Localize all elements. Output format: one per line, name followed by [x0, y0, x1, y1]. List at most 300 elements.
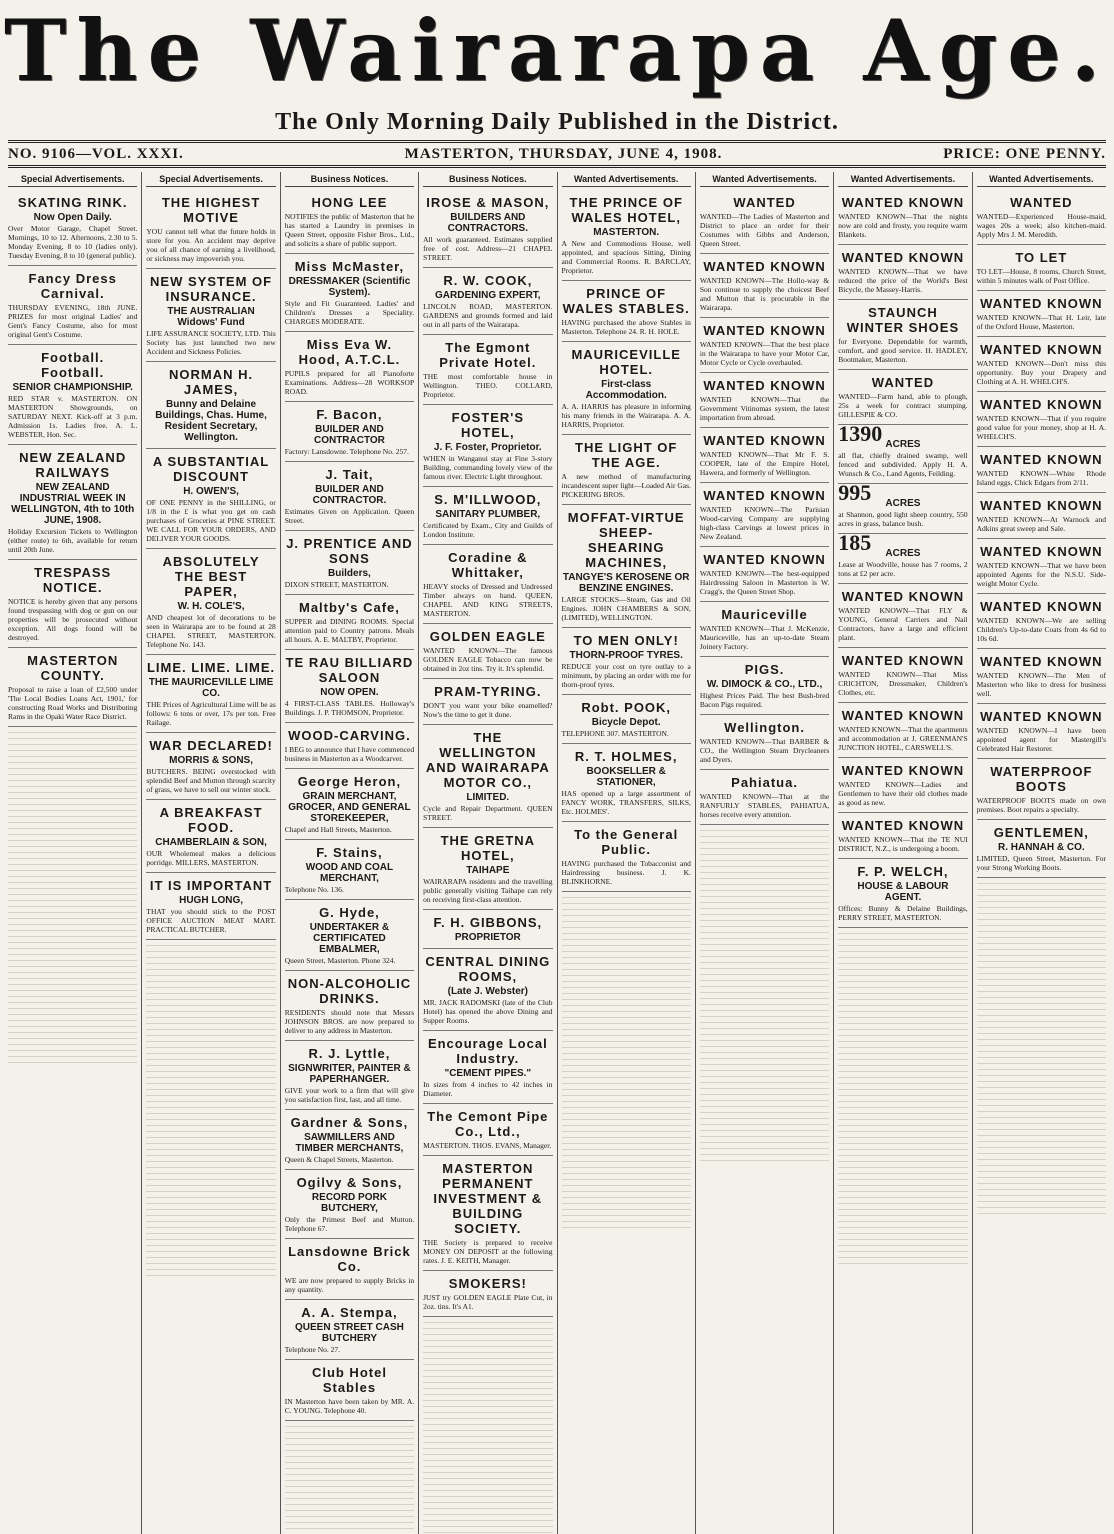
column-text-filler [8, 727, 137, 1067]
advertisement [562, 744, 691, 822]
ad-body: WANTED KNOWN—That J. McKenzie, Mauriceville, has an up-to-date Steam Joinery Factory. [699, 624, 830, 651]
column-heading: Special Advertisements. [146, 172, 275, 187]
advertisement [838, 370, 967, 425]
ad-title: Maltby's Cafe, [298, 600, 400, 615]
column-heading: Wanted Advertisements. [838, 172, 967, 187]
ad-title: LIME. LIME. LIME. [146, 660, 276, 675]
advertisement [8, 648, 137, 727]
ad-title: PRAM-TYRING. [434, 684, 542, 699]
column-text-filler [838, 928, 967, 1268]
ad-body: MASTERTON. THOS. EVANS, Manager. [423, 1141, 552, 1150]
ad-title: WANTED KNOWN [980, 452, 1103, 467]
ad-body: WANTED KNOWN—The best-equipped Hairdressing Saloon in Masterton is W. Cragg's, the Queen Street Shop. [699, 569, 830, 596]
ad-title: IT IS IMPORTANT [149, 878, 273, 893]
advertisement [285, 402, 414, 462]
ad-subtitle: WOOD AND COAL MERCHANT, [305, 862, 394, 884]
ad-title: PIGS. [744, 662, 785, 677]
ad-subtitle: RECORD PORK BUTCHERY, [311, 1192, 387, 1214]
ad-subtitle: THORN-PROOF TYRES. [569, 650, 683, 661]
ad-body: Holiday Excursion Tickets to Wellington (either route) to 6th, available for return until 20th June. [8, 527, 138, 554]
ad-body: at Shannon, good light sheep country, 550 acres in grass, balance bush. [838, 510, 968, 528]
column-text-filler [423, 1317, 552, 1534]
ad-body: Certificated by Exam., City and Guilds of London Institute. [423, 521, 553, 539]
advertisement [285, 650, 414, 723]
advertisement [285, 462, 414, 531]
column-text-filler [285, 1421, 414, 1534]
advertisement [423, 910, 552, 949]
ad-title: WANTED KNOWN [980, 654, 1103, 669]
advertisement [146, 800, 275, 873]
advertisement [977, 759, 1106, 820]
ad-title: G. Hyde, [319, 905, 380, 920]
advertisement [423, 725, 552, 828]
ad-body: WANTED KNOWN—That FLY & YOUNG, General Carriers and Nail Contractors, have a large and efficient plant. [838, 606, 968, 642]
ad-title: THE GRETNA HOTEL, [440, 833, 536, 863]
advertisement [562, 190, 691, 281]
ad-body: WANTED KNOWN—That the apartments and accommodation at J. GREENMAN'S JUNCTION HOTEL, CARSWELL'S. [838, 725, 968, 752]
ad-body: YOU cannot tell what the future holds in store for you. An accident may deprive you of all chance of earning a livelihood, or sickness may impoverish you. [146, 227, 276, 263]
ad-subtitle: HOUSE & LABOUR AGENT. [857, 881, 949, 903]
ad-title: A BREAKFAST FOOD. [159, 805, 263, 835]
ad-title: TO MEN ONLY! [573, 633, 679, 648]
ad-subtitle: NOW OPEN. [320, 687, 379, 698]
ad-body: WANTED—The Ladies of Masterton and District to place an order for their Costumes with Gibbs and Anderson, Queen Street. [699, 212, 830, 248]
ad-body: WANTED KNOWN—White Rhode Island eggs, Chick Edgars from 2/11. [976, 469, 1106, 487]
advertisement [700, 483, 829, 547]
advertisement [977, 447, 1106, 493]
ad-subtitle: MORRIS & SONS, [169, 755, 254, 766]
ad-title: WANTED KNOWN [980, 544, 1103, 559]
ad-body: THE Prices of Agricultural Lime will be as follows: 6 tons or over, 17s per ton. Free Railage. [146, 700, 276, 727]
advertisement [838, 530, 968, 584]
advertisement [285, 1110, 414, 1170]
ad-title: F. Bacon, [316, 407, 383, 422]
ad-title: WANTED KNOWN [980, 599, 1103, 614]
advertisement [8, 266, 137, 345]
tagline: The Only Morning Daily Published in the District. [275, 109, 839, 135]
ad-subtitle: BUILDER AND CONTRACTOR. [312, 484, 387, 506]
ad-subtitle: LIMITED. [466, 792, 510, 803]
ad-body: LINCOLN ROAD, MASTERTON. GARDENS and grounds formed and laid out in all parts of the Wairarapa. [423, 302, 553, 329]
ad-body: WANTED KNOWN—The Men of Masterton who like to dress for business well. [976, 671, 1106, 698]
ad-title: The Cemont Pipe Co., Ltd., [427, 1109, 549, 1139]
ad-subtitle: SENIOR CHAMPIONSHIP. [12, 382, 133, 393]
advertisement [285, 971, 414, 1041]
ad-body: WANTED KNOWN—That Miss CRICHTON, Dressmaker, Children's Clothes, etc. [838, 670, 968, 697]
ad-title: 995 [838, 480, 872, 505]
masthead [0, 0, 1114, 104]
ad-body: OF ONE PENNY in the SHILLING, or 1/8 in the £ is what you get on cash purchases of Groceries at PINE STREET. WE CALL FOR YOUR ORDERS, AND DELIVER YOUR GOODS. [146, 498, 276, 543]
ad-title: NON-ALCOHOLIC DRINKS. [287, 976, 412, 1006]
advertisement [423, 405, 552, 487]
ad-body: HAVING purchased the above Stables in Masterton. Telephone 24. R. H. HOLE. [561, 318, 691, 336]
advertisement [423, 268, 552, 335]
ad-subtitle: HUGH LONG, [179, 895, 243, 906]
ad-body: WANTED KNOWN—That BARBER & CO., the Wellington Steam Drycleaners and Dyers. [699, 737, 830, 764]
ad-title: HONG LEE [311, 195, 388, 210]
ad-body: for Everyone. Dependable for warmth, comfort, and good service. H. HADLEY, Bootmaker, Masterton. [838, 337, 968, 364]
advertisement [977, 245, 1106, 291]
advertisement [700, 547, 829, 602]
advertisement [838, 421, 968, 484]
advertisement [146, 190, 275, 269]
ad-title: NEW ZEALAND RAILWAYS [19, 450, 127, 480]
ad-title: PRINCE OF WALES STABLES. [562, 286, 690, 316]
ad-body: LIFE ASSURANCE SOCIETY, LTD. This Society has just launched two new Accident and Sickness Policies. [146, 329, 276, 356]
ad-body: THE most comfortable house in Wellington. THEO. COLLARD, Proprietor. [423, 372, 553, 399]
advertisement [562, 435, 691, 505]
ad-body: WANTED KNOWN—Don't miss this opportunity. Buy your Drapery and Clothing at A. H. WHELCH'S. [976, 359, 1106, 386]
ad-body: TO LET—House, 8 rooms, Church Street, within 5 minutes walk of Post Office. [976, 267, 1106, 285]
ad-subtitle: ACRES [885, 498, 921, 509]
ad-subtitle: MASTERTON. [593, 227, 660, 238]
ad-body: RESIDENTS should note that Messrs JOHNSON BROS. are now prepared to deliver to any address in Masterton. [284, 1008, 415, 1035]
ad-body: WANTED KNOWN—That we have been appointed Agents for the N.S.U. Side-weight Motor Cycle. [976, 561, 1106, 588]
ad-subtitle: First-class Accommodation. [585, 379, 667, 401]
column-text-filler [977, 878, 1106, 1218]
advertisement [562, 822, 691, 892]
ad-title: FOSTER'S HOTEL, [451, 410, 525, 440]
ad-body: AND cheapest lot of decorations to be seen in Wairarapa are to be found at 28 CHAPEL STREET, MASTERTON. Telephone No. 143. [146, 613, 276, 649]
ad-body: WANTED KNOWN—That we have reduced the price of the World's Best Bicycle, the Massey-Harris. [838, 267, 968, 294]
ad-title: Coradine & Whittaker, [448, 550, 528, 580]
advertisement [146, 449, 275, 549]
ad-title: Gardner & Sons, [290, 1115, 409, 1130]
ad-body: LIMITED, Queen Street, Masterton. For your Strong Working Boots. [976, 854, 1106, 872]
ad-subtitle: GRAIN MERCHANT, GROCER, AND GENERAL STOREKEEPER, [288, 791, 411, 824]
ad-title: Club Hotel Stables [311, 1365, 387, 1395]
ad-subtitle: BOOKSELLER & STATIONER, [586, 766, 666, 788]
ad-title: R. T. HOLMES, [574, 749, 678, 764]
ad-title: WATERPROOF BOOTS [990, 764, 1093, 794]
advertisement [423, 545, 552, 624]
ad-subtitle: THE AUSTRALIAN Widows' Fund [167, 306, 255, 328]
advertisement [8, 445, 137, 560]
ad-title: Fancy Dress Carnival. [28, 271, 117, 301]
ad-body: WANTED KNOWN—The Parisian Wood-carving Company are supplying high-class Carvings at lowest prices in New Zealand. [699, 505, 830, 541]
ad-title: WANTED [871, 375, 935, 390]
ad-title: WAR DECLARED! [149, 738, 273, 753]
ad-title: NEW SYSTEM OF INSURANCE. [150, 274, 273, 304]
ad-body: Only the Primest Beef and Mutton. Telephone 67. [284, 1215, 415, 1233]
advertisement [977, 539, 1106, 594]
ad-title: SKATING RINK. [17, 195, 128, 210]
advertisement [285, 1360, 414, 1421]
ad-subtitle: (Late J. Webster) [447, 986, 528, 997]
advertisement [285, 769, 414, 840]
column-heading: Special Advertisements. [8, 172, 137, 187]
ad-subtitle: QUEEN STREET CASH BUTCHERY [294, 1322, 404, 1344]
ad-body: RED STAR v. MASTERTON. ON MASTERTON Showgrounds, on SATURDAY NEXT. Kick-off at 3 p.m. Admission 1s. Ladies free. A. L. WEBSTER, Hon. Sec. [8, 394, 138, 439]
advertisement [838, 813, 967, 859]
ad-body: WANTED KNOWN—That the TE NUI DISTRICT, N.Z., is undergoing a boom. [838, 835, 968, 853]
ad-body: NOTICE is hereby given that any persons found trespassing with dog or gun on our properties will be prosecuted without exception. All dogs found will be destroyed. [8, 597, 138, 642]
ad-title: 185 [838, 530, 872, 555]
ad-title: J. PRENTICE AND SONS [286, 536, 413, 566]
ad-subtitle: CHAMBERLAIN & SON, [155, 837, 267, 848]
ad-title: WANTED KNOWN [703, 552, 826, 567]
advertisement [285, 190, 414, 254]
ad-body: WANTED—Farm hand, able to plough, 25s a week for contract stumping. GILLESPIE & CO. [838, 392, 968, 419]
advertisement [700, 190, 829, 254]
column-heading: Business Notices. [423, 172, 552, 187]
ad-body: PUPILS prepared for all Pianoforte Examinations. Address—28 WORKSOP ROAD. [284, 369, 415, 396]
ad-body: Style and Fit Guaranteed. Ladies' and Children's Dresses a Speciality. CHARGES MODERATE. [284, 299, 415, 326]
ad-title: WANTED KNOWN [841, 763, 965, 778]
ad-title: WANTED KNOWN [703, 378, 826, 393]
ad-title: Miss Eva W. Hood, A.T.C.L. [298, 337, 401, 367]
ad-body: Offices: Bunny & Delaine Buildings, PERRY STREET, MASTERTON. [838, 904, 968, 922]
column-text-filler [146, 940, 275, 1280]
ad-title: WANTED KNOWN [841, 195, 965, 210]
ad-body: IN Masterton have been taken by MR. A. C. YOUNG. Telephone 40. [284, 1397, 415, 1415]
ad-body: Telephone No. 27. [284, 1345, 341, 1354]
advertisement [700, 770, 829, 825]
advertisement [285, 595, 414, 650]
ad-subtitle: ACRES [885, 439, 921, 450]
advertisement [146, 655, 275, 733]
ad-body: A new method of manufacturing incandescent super light—Loaded Air Gas. PICKERING BROS. [561, 472, 691, 499]
advertisement [700, 254, 829, 318]
ad-body: THAT you should stick to the POST OFFICE AUCTION MEAT MART. PRACTICAL BUTCHER. [146, 907, 276, 934]
ad-title: R. J. Lyttle, [308, 1046, 391, 1061]
advertisement [423, 1031, 552, 1104]
ad-body: DON'T you want your bike enamelled? Now's the time to get it done. [423, 701, 553, 719]
ad-title: WANTED KNOWN [703, 488, 826, 503]
ad-body: Proposal to raise a loan of £2,500 under 'The Local Bodies Loans Act, 1901,' for constructing Road Works and Distributing Rams in the Opaki Water Race District. [8, 685, 138, 721]
ad-title: MAURICEVILLE HOTEL. [571, 347, 681, 377]
advertisement [285, 1239, 414, 1300]
ad-body: WANTED—Experienced House-maid, wages 20s a week; also kitchen-maid. Apply Mrs J. M. Meredith. [976, 212, 1106, 239]
column [696, 172, 834, 1534]
advertisement [977, 594, 1106, 649]
ad-body: HEAVY stocks of Dressed and Undressed Timber always on hand. QUEEN, CHAPEL AND KING STREETS, MASTERTON. [423, 582, 553, 618]
ad-title: F. H. GIBBONS, [433, 915, 543, 930]
ad-body: 4 FIRST-CLASS TABLES. Holloway's Buildings. J. P. THOMSON, Proprietor. [284, 699, 415, 717]
ad-body: In sizes from 4 inches to 42 inches in Diameter. [423, 1080, 553, 1098]
advertisement [423, 335, 552, 405]
ad-subtitle: DRESSMAKER (Scientific System). [288, 276, 411, 298]
ad-title: Miss McMaster, [294, 259, 405, 274]
ad-title: THE WELLINGTON AND WAIRARAPA MOTOR CO., [425, 730, 550, 790]
ad-title: WANTED KNOWN [703, 433, 826, 448]
advertisement [423, 1104, 552, 1156]
ad-subtitle: R. HANNAH & CO. [997, 842, 1085, 853]
advertisement [285, 723, 414, 769]
advertisement [8, 560, 137, 648]
ad-title: Ogilvy & Sons, [296, 1175, 403, 1190]
ad-title: MOFFAT-VIRTUE SHEEP-SHEARING MACHINES, [567, 510, 685, 570]
place-date: MASTERTON, THURSDAY, JUNE 4, 1908. [404, 145, 723, 162]
ad-subtitle: J. F. Foster, Proprietor. [433, 442, 542, 453]
ad-body: Estimates Given on Application. Queen Street. [284, 507, 415, 525]
ad-title: F. P. WELCH, [857, 864, 949, 879]
advertisement [146, 269, 275, 362]
advertisement [838, 300, 967, 370]
ad-title: THE LIGHT OF THE AGE. [575, 440, 678, 470]
ad-subtitle: Builders, [328, 568, 371, 579]
ad-title: TO LET [1015, 250, 1068, 265]
ad-body: Telephone No. 136. [284, 885, 344, 894]
ad-body: Chapel and Hall Streets, Masterton. [284, 825, 392, 834]
column-heading: Wanted Advertisements. [977, 172, 1106, 187]
advertisement [562, 281, 691, 342]
ad-title: WOOD-CARVING. [288, 728, 411, 743]
ad-body: HAVING purchased the Tobacconist and Hairdressing business. J. K. BLINKHORNE. [561, 859, 691, 886]
advertisement [285, 840, 414, 900]
ad-title: Pahiatua. [731, 775, 798, 790]
advertisement [838, 480, 968, 534]
ad-title: The Egmont Private Hotel. [439, 340, 537, 370]
advertisement [146, 362, 275, 449]
ad-body: GIVE your work to a firm that will give you satisfaction first, last, and all time. [284, 1086, 415, 1104]
ad-body: WANTED KNOWN—That H. Leir, late of the Oxford House, Masterton. [976, 313, 1106, 331]
ad-subtitle: PROPRIETOR [454, 932, 521, 943]
advertisement [8, 190, 137, 266]
advertisement [423, 1156, 552, 1271]
newspaper-title: The Wairarapa Age. [3, 1, 1110, 100]
ad-body: LARGE STOCKS—Steam, Gas and Oil Engines. JOHN CHAMBERS & SON, (LIMITED), WELLINGTON. [561, 595, 691, 622]
ad-body: Over Motor Garage, Chapel Street. Mornings, 10 to 12. Afternoons, 2.30 to 5. Monday Evening, 8 to 10 (ladies only). Tuesday Evening, 8 to 10 (general public). [8, 224, 138, 260]
advertisement [838, 703, 967, 758]
advertisement [700, 318, 829, 373]
advertisement [285, 254, 414, 332]
ad-subtitle: NEW ZEALAND INDUSTRIAL WEEK IN WELLINGTON, 4th to 10th JUNE, 1908. [11, 482, 135, 526]
advertisement [285, 1170, 414, 1239]
column [834, 172, 972, 1534]
ad-body: WATERPROOF BOOTS made on own premises. Boot repairs a specialty. [976, 796, 1106, 814]
ad-title: GENTLEMEN, [993, 825, 1089, 840]
ad-title: TRESPASS NOTICE. [34, 565, 112, 595]
ad-title: MASTERTON PERMANENT INVESTMENT & BUILDING SOCIETY. [433, 1161, 543, 1236]
column [4, 172, 142, 1534]
ad-title: F. Stains, [316, 845, 383, 860]
advertisement [146, 873, 275, 940]
advertisement [562, 695, 691, 744]
advertisement [562, 342, 691, 435]
ad-subtitle: BUILDER AND CONTRACTOR [313, 424, 385, 446]
ad-body: WANTED KNOWN—That if you require good value for your money, shop at H. A. WHELCH'S. [976, 414, 1106, 441]
column-heading: Business Notices. [285, 172, 414, 187]
ad-subtitle: GARDENING EXPERT, [435, 290, 541, 301]
ad-subtitle: Bunny and Delaine Buildings, Chas. Hume, Resident Secretary, Wellington. [155, 399, 267, 443]
ad-title: WANTED KNOWN [841, 250, 965, 265]
ad-title: WANTED KNOWN [703, 259, 826, 274]
ad-title: Mauriceville [721, 607, 808, 622]
ad-title: WANTED KNOWN [841, 653, 965, 668]
advertisement [285, 1041, 414, 1110]
ad-body: WHEN in Wanganui stay at Fine 3-story Building, commanding lovely view of the famous river. Electric Light throughout. [423, 454, 553, 481]
advertisement [700, 715, 829, 770]
advertisement [285, 900, 414, 971]
ad-subtitle: THE MAURICEVILLE LIME CO. [148, 677, 274, 699]
ad-body: HAS opened up a large assortment of FANCY WORK, TRANSFERS, SILKS, Etc. HOLMES'. [561, 789, 691, 816]
ad-body: I BEG to announce that I have commenced business in Masterton as a Woodcarver. [284, 745, 415, 763]
ad-title: GOLDEN EAGLE [429, 629, 546, 644]
ad-body: WANTED KNOWN—That the Government Vitinomas system, the latest importation from abroad. [699, 395, 830, 422]
advertisement [700, 657, 829, 715]
ad-title: WANTED [733, 195, 796, 210]
ad-body: All work guaranteed. Estimates supplied free of cost. Address—21 CHAPEL STREET. [423, 235, 553, 262]
ad-body: MR. JACK RADOMSKI (late of the Club Hotel) has opened the above Dining and Supper Rooms. [423, 998, 553, 1025]
ad-subtitle: TANGYE'S KEROSENE OR BENZINE ENGINES. [562, 572, 690, 594]
ad-title: CENTRAL DINING ROOMS, [425, 954, 551, 984]
ad-title: SMOKERS! [448, 1276, 527, 1291]
column [973, 172, 1110, 1534]
ad-title: S. M'ILLWOOD, [434, 492, 542, 507]
ad-subtitle: UNDERTAKER & CERTIFICATED EMBALMER, [309, 922, 390, 955]
ad-title: STAUNCH WINTER SHOES [846, 305, 960, 335]
ad-body: WANTED KNOWN—Ladies and Gentlemen to have their old clothes made as good as new. [838, 780, 968, 807]
advertisement [977, 493, 1106, 539]
ad-subtitle: Now Open Daily. [33, 212, 112, 223]
ad-title: ABSOLUTELY THE BEST PAPER, [162, 554, 260, 599]
advertisement [838, 190, 967, 245]
ad-title: THE PRINCE OF WALES HOTEL, [569, 195, 683, 225]
advertisement [977, 649, 1106, 704]
ad-body: THE Society is prepared to receive MONEY ON DEPOSIT at the following rates. J. E. KEITH, Manager. [423, 1238, 553, 1265]
advertisement [977, 291, 1106, 337]
ad-body: WANTED KNOWN—That at the RANFURLY STABLES, PAHIATUA, horses receive every attention. [699, 792, 830, 819]
ad-body: NOTIFIES the public of Masterton that he has started a Laundry in premises in Queen Street, opposite Fisher Bros., Ltd., and solicits a share of public support. [284, 212, 415, 248]
advertisement [423, 949, 552, 1031]
issue-number: NO. 9106—VOL. XXXI. [8, 145, 184, 162]
ad-body: Cycle and Repair Department. QUEEN STREET. [423, 804, 553, 822]
ad-body: JUST try GOLDEN EAGLE Plate Cut, in 2oz. tins. It's A1. [423, 1293, 553, 1311]
ad-body: A. A. HARRIS has pleasure in informing his many friends in the Wairarapa. A. A. HARRIS, Proprietor. [561, 402, 691, 429]
advertisement [977, 392, 1106, 447]
advertisement [838, 245, 967, 300]
ad-subtitle: ACRES [885, 548, 921, 559]
advertisement [423, 487, 552, 545]
ad-body: WANTED KNOWN—That the nights now are cold and frosty, you require warm Blankets. [838, 212, 968, 239]
ad-subtitle: SIGNWRITER, PAINTER & PAPERHANGER. [288, 1063, 411, 1085]
ad-subtitle: W. H. COLE'S, [177, 601, 245, 612]
ad-title: Wellington. [724, 720, 805, 735]
ad-title: Encourage Local Industry. [427, 1036, 548, 1066]
advertisement [838, 758, 967, 813]
ad-body: BUTCHERS. BEING overstocked with splendid Beef and Mutton through scarcity of grass, we have to sell our winter stock. [146, 767, 276, 794]
ad-title: WANTED KNOWN [841, 818, 965, 833]
ad-body: WANTED KNOWN—That Mr F. S. COOPER, late of the Empire Hotel, Hawera, and formerly of Wellington. [699, 450, 830, 477]
ad-body: all flat, chiefly drained swamp, well fenced and subdivided. Apply H. A. Wunsch & Co., Land Agents, Feilding. [838, 451, 968, 478]
ad-body: Queen Street, Masterton. Phone 324. [284, 956, 396, 965]
ad-title: IROSE & MASON, [426, 195, 550, 210]
ad-title: George Heron, [297, 774, 402, 789]
ad-body: WE are now prepared to supply Bricks in any quantity. [284, 1276, 415, 1294]
ad-body: WANTED KNOWN—We are selling Children's Up-to-date Coats from 4s 6d to 10s 6d. [976, 616, 1106, 643]
advertisement [977, 820, 1106, 878]
advertisement [700, 602, 829, 657]
ad-subtitle: SAWMILLERS AND TIMBER MERCHANTS, [295, 1132, 404, 1154]
ad-body: WAIRARAPA residents and the travelling public generally visiting Taihape can rely on receiving first-class attention. [423, 877, 553, 904]
ad-title: A SUBSTANTIAL DISCOUNT [152, 454, 270, 484]
ad-body: WANTED KNOWN—That the best place in the Wairarapa to have your Motor Car, Motor Cycle or Cycle overhauled. [699, 340, 830, 367]
ad-title: WANTED KNOWN [980, 498, 1103, 513]
advertisement [285, 1300, 414, 1360]
ad-body: SUPPER and DINING ROOMS. Special attention paid to Country patrons. Meals all hours. A. E. MALTBY, Proprietor. [284, 617, 415, 644]
column-heading: Wanted Advertisements. [700, 172, 829, 187]
ad-title: To the General Public. [574, 827, 679, 857]
column [419, 172, 557, 1534]
advertisement [146, 733, 275, 800]
column-text-filler [562, 892, 691, 1232]
ad-body: WANTED KNOWN—At Warnock and Adkins great sweep and Sale. [976, 515, 1106, 533]
advertisement [423, 624, 552, 679]
ad-title: Lansdowne Brick Co. [288, 1244, 411, 1274]
ad-title: WANTED [1010, 195, 1073, 210]
column-text-filler [700, 825, 829, 1165]
